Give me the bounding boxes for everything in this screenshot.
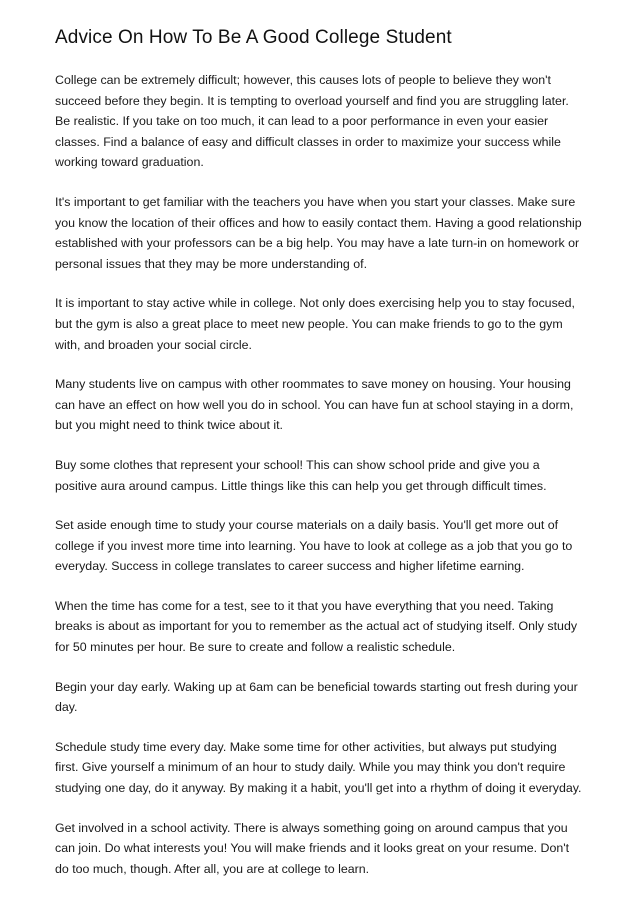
document-title: Advice On How To Be A Good College Student bbox=[55, 27, 452, 48]
paragraph-school-clothes: Buy some clothes that represent your school! This can show school pride and give you a positive aura around campus. Little things like this can help you get through difficult times. bbox=[55, 457, 547, 493]
paragraph-school-activity: Get involved in a school activity. There is always something going on around campus that you can join. Do what interests you! You will make friends and it looks great on your resume. Don't do too much, though. After all, you are at college to learn. bbox=[55, 820, 570, 876]
paragraph-stay-active: It is important to stay active while in college. Not only does exercising help you to stay focused, but the gym is also a great place to meet new people. You can make friends to go to the gym with, and broaden your social circle. bbox=[55, 296, 575, 352]
paragraph-schedule-study: Schedule study time every day. Make some time for other activities, but always put studying first. Give yourself a minimum of an hour to study daily. While you may think you don't require studying one day, do it anyway. By making it a habit, you'll get into a rhythm of doing it everyday. bbox=[55, 739, 582, 796]
paragraph-know-teachers: It's important to get familiar with the teachers you have when you start your classes. Make sure you know the location of their offices and how to easily contact them. Having a good relationship established with your professors can be a big help. You may have a late turn-in on homework or personal issues that they may be more understanding of. bbox=[55, 194, 582, 271]
paragraph-test-prep: When the time has come for a test, see to it that you have everything that you need. Taking breaks is about as important for you to remember as the actual act of studying itself. Only study for 50 minutes per hour. Be sure to create and follow a realistic schedule. bbox=[55, 598, 578, 655]
paragraph-balance-classes: College can be extremely difficult; however, this causes lots of people to believe they won't succeed before they begin. It is tempting to overload yourself and find you are struggling later. Be realistic. If you take on too much, it can lead to a poor performance in even your easier classes. Find a balance of easy and difficult classes in order to maximize your success while working toward graduation. bbox=[55, 73, 569, 170]
document-page bbox=[55, 26, 583, 898]
paragraph-housing: Many students live on campus with other roommates to save money on housing. Your housing can have an effect on how well you do in school. You can have fun at school staying in a dorm, but you might need to think twice about it. bbox=[55, 377, 574, 433]
paragraph-study-daily: Set aside enough time to study your course materials on a daily basis. You'll get more out of college if you invest more time into learning. You have to look at college as a job that you go to everyday. Success in college translates to career success and higher lifetime earning. bbox=[55, 518, 573, 574]
document-body bbox=[55, 70, 583, 879]
paragraph-begin-early: Begin your day early. Waking up at 6am can be beneficial towards starting out fresh during your day. bbox=[55, 679, 578, 715]
